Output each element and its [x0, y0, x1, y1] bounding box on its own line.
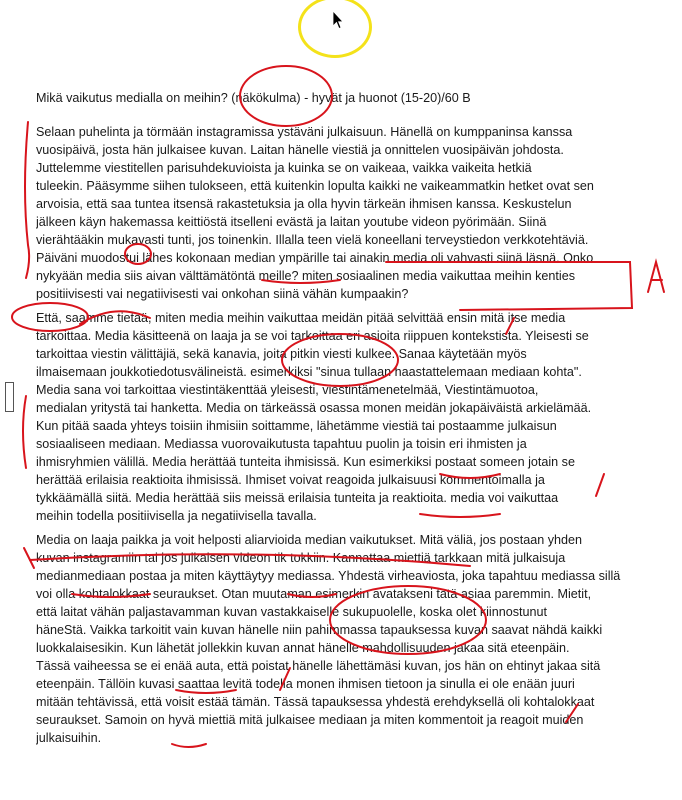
paragraph-line: luokkalaisesikin. Kun lähetät jollekkin kuvan annat hänelle mahdollisuuden jakaa sitä eteenpäin. [36, 641, 570, 655]
essay-paragraph [36, 309, 646, 525]
paragraph-line: voi olla kohtalokkaat seuraukset. Otan muutaman esimerkin avatakseni tätä asiaa paremmin. Mietit, [36, 587, 592, 601]
paragraph-line: tarkoittaa. Media käsitteenä on laaja ja se voi tarkoittaa eri asioita riippuen kontekstista. Yleisesti se [36, 329, 589, 343]
paragraph-line: eteenpäin. Tällöin kuvasi saattaa levitä todella monen ihmisen tietoon ja sinulla ei ole enään juuri [36, 677, 575, 691]
paragraph-line: vuosipäivä, josta hän julkaisee kuvan. Laitan hänelle viestiä ja onnittelen vuosipäivän johdosta. [36, 143, 564, 157]
paragraph-line: Selaan puhelinta ja törmään instagramissa ystäväni julkaisuun. Hänellä on kumppaninsa kanssa [36, 125, 573, 139]
paragraph-line: että laitat vähän paljastavamman kuvan vastakkaiselle sukupuolelle, koska olet kiinnostunut [36, 605, 548, 619]
paragraph-line: seuraukset. Samoin on hyvä miettiä mitä julkaisee mediaan ja miten kommentoit ja reagoit muiden [36, 713, 584, 727]
essay-body [36, 123, 646, 747]
paragraph-line: positiivisesti vai negatiivisesti vai onkohan siinä vähän kumpaakin? [36, 287, 409, 301]
ink-margin-line-paragraph-1 [25, 122, 29, 278]
paragraph-line: medialan yritystä tai hanketta. Media on tärkeässä osassa monen meidän jokapäiväistä arkielämää. [36, 401, 592, 415]
paragraph-line: herättää erilaisia reaktioita ihmisissä. Ihmiset voivat reagoida julkaisuusi kommentoimalla ja [36, 473, 545, 487]
ink-margin-line-paragraph-2 [23, 396, 26, 468]
paragraph-line: häneStä. Vaikka tarkoitit vain kuvan hänelle niin pahimmassa tapauksessa kuvan saavat nähdä kaikki [36, 623, 603, 637]
paragraph-line: Että, saamme tietää, miten media meihin vaikuttaa meidän pitää selvittää ensin mitä itse media [36, 311, 566, 325]
ink-margin-letter-a [648, 262, 664, 292]
paragraph-line: arvoisia, että saa tuntea itsensä rakastetuksia ja olla hyvin tärkeän ihmisen kanssa. Keskustelun [36, 197, 572, 211]
ink-margin-mark-paragraph-3 [24, 548, 34, 568]
essay-title: Mikä vaikutus medialla on meihin? (näkökulma) - hyvät ja huonot (15-20)/60 B [36, 91, 471, 105]
paragraph-line: mitään tehtävissä, että voisit estää tämän. Tässä tapauksessa yhdestä erehdyksellä oli kohtalokkaat [36, 695, 595, 709]
mouse-pointer-icon [332, 10, 344, 30]
paragraph-line: medianmediaan postaa ja miten käyttäytyy mediassa. Yhdestä virheaviosta, joka tapahtuu mediassa sillä [36, 569, 621, 583]
essay-document [36, 90, 646, 753]
essay-paragraph [36, 531, 646, 747]
paragraph-line: Media on laaja paikka ja voit helposti aliarvioida median vaikutukset. Mitä väliä, jos postaan yhden [36, 533, 583, 547]
paragraph-line: sosiaaliseen mediaan. Mediassa vuorovaikutusta tapahtuu puolin ja toisin eri ihmisten ja [36, 437, 527, 451]
paragraph-line: Päiväni muodostui lähes kokonaan median ympärille tai ainakin media oli vahvasti siinä läsnä. Onko [36, 251, 594, 265]
paragraph-line: Juttelemme viestitellen parisuhdekuvioista ja kuinka se on vaikeaa, vaikka vaikeita hetkiä [36, 161, 532, 175]
paragraph-line: nykyään media siis aivan välttämätöntä meille? miten sosiaalinen media vaikuttaa meihin kenties [36, 269, 576, 283]
essay-paragraph [36, 123, 646, 303]
paragraph-line: meihin todella positiivisella ja negatiivisella tavalla. [36, 509, 317, 523]
paragraph-line: ihmisryhmien välillä. Media herättää tunteita ihmisissä. Kun esimerkiksi postaat someen jotain se [36, 455, 575, 469]
paragraph-line: Tässä vaiheessa se ei enää auta, että poistat hänelle lähettämäsi kuvan, jos hän on ehtinyt jakaa sitä [36, 659, 601, 673]
paragraph-line: tuleekin. Pääsymme siihen tulokseen, että kuitenkin lopulta kaikki ne vaikeammatkin hetket ovat sen [36, 179, 594, 193]
paragraph-line: tarkoittaa viestin välittäjiä, sekä kanavia, joita pitkin viesti kulkee. Sanaa käytetään myös [36, 347, 527, 361]
margin-bookmark [5, 382, 14, 412]
paragraph-line: julkaisuihin. [36, 731, 102, 745]
paragraph-line: vierähtääkin mukavasti tunti, jos toinenkin. Illalla teen vielä koneellani terveystiedon verkkotehtäviä. [36, 233, 589, 247]
paragraph-line: kuvan instagramiin tai jos julkaisen videon tik tokkiin. Kannattaa miettiä tarkkaan mitä julkaisuja [36, 551, 566, 565]
paragraph-line: Kun pitää saada yhteys toisiin ihmisiin soittamme, lähetämme viestiä tai postaamme julkaisun [36, 419, 557, 433]
paragraph-line: Media sana voi tarkoittaa viestintäkenttää yleisesti, viestintämenetelmää, Viestintämuotoa, [36, 383, 539, 397]
paragraph-line: tykkäämällä siitä. Media herättää siis meissä erilaisia tunteita ja reaktioita. media voi vaikuttaa [36, 491, 559, 505]
paragraph-line: jälkeen käyn hakemassa keittiöstä itselleni evästä ja laitan youtube videon pyörimään. Siinä [36, 215, 547, 229]
paragraph-line: ilmaisemaan joukkotiedotusvälineistä. esimerkiksi "sinua tullaan haastattelemaan mediaan kohta". [36, 365, 582, 379]
